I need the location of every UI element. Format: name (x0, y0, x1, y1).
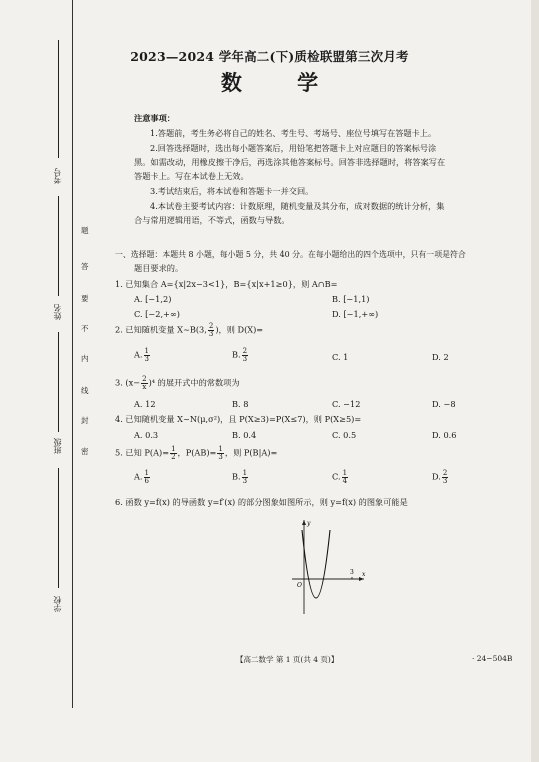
school-blank (58, 468, 59, 588)
q2-option-d: D. 2 (432, 352, 449, 362)
q5-option-d: D. $\frac{2}{3}$ (432, 469, 448, 485)
question-5-stem: 5. 已知 P(A)= $\frac{1}{2}$ ，P(AB)= $\frac{1}{3}$ ，则 P(B|A)= (115, 445, 278, 461)
q3-stem-fraction: $\frac{2}{x}$ (142, 375, 147, 391)
seal-char: 线 (81, 386, 89, 395)
y-axis-label: y (307, 520, 311, 527)
notice-line: 1.答题前，考生务必将自己的姓名、考生号、考场号、座位号填写在答题卡上。 (150, 128, 437, 138)
q2-option-a: A. $\frac{1}{3}$ (134, 347, 149, 363)
q3-option-c: C. −12 (332, 399, 361, 409)
seal-char: 题 (81, 226, 89, 235)
q1-option-b: B. [−1,1) (332, 294, 370, 304)
page-footer: 【高二数学 第 1 页(共 4 页)】 (236, 655, 339, 664)
notice-line: 黑。如需改动，用橡皮擦干净后，再选涂其他答案标号。回答非选择题时，将答案写在 (134, 157, 446, 167)
x-axis-label: x (362, 571, 366, 578)
name-label: 姓名 (53, 304, 62, 320)
q2-stem-fraction: $\frac{2}{3}$ (208, 322, 214, 338)
q3-option-b: B. 8 (232, 399, 249, 409)
seal-char: 密 (81, 447, 89, 456)
section-title-cont: 题目要求的。 (134, 263, 184, 273)
question-4-stem: 4. 已知随机变量 X~N(μ,σ²)，且 P(X≥3)=P(X≤7)，则 P(X≥5)= (115, 414, 362, 424)
q5-option-b: B. $\frac{1}{3}$ (232, 469, 248, 485)
q4-option-c: C. 0.5 (332, 430, 357, 440)
q2-option-c: C. 1 (332, 352, 349, 362)
name-blank (58, 196, 59, 296)
q5-option-c: C. $\frac{1}{4}$ (332, 469, 348, 485)
binding-line (72, 0, 73, 708)
class-label: 班级 (53, 438, 62, 454)
notice-line: 答题卡上。写在本试卷上无效。 (134, 171, 249, 181)
notice-line: 合与常用逻辑用语，不等式，函数与导数。 (134, 215, 290, 225)
q5-option-a: A. $\frac{1}{6}$ (134, 469, 149, 485)
y-axis-arrow (302, 520, 306, 525)
scan-edge (531, 0, 539, 762)
q3-option-a: A. 12 (134, 399, 156, 409)
section-title: 一、选择题：本题共 8 小题，每小题 5 分，共 40 分。在每小题给出的四个选项中，只有一项是符合 (115, 250, 466, 259)
q4-option-b: B. 0.4 (232, 430, 257, 440)
question-6-stem: 6. 函数 y=f(x) 的导函数 y=f′(x) 的部分图象如图所示，则 y=f(x) 的图象可能是 (115, 497, 408, 507)
tick-label: 3 (350, 569, 354, 576)
notice-line: 2.回答选择题时，选出每小题答案后，用铅笔把答题卡上对应题目的答案标号涂 (150, 143, 437, 153)
q1-option-c: C. [−2,+∞) (134, 309, 180, 319)
school-label: 学校 (53, 596, 62, 612)
q4-option-a: A. 0.3 (134, 430, 159, 440)
origin-label: O (297, 582, 302, 589)
f-prime-curve (302, 530, 330, 598)
notice-heading: 注意事项： (134, 113, 175, 123)
seal-char: 封 (81, 416, 89, 425)
seal-char: 不 (81, 324, 89, 333)
q2-stem-pre: 2. 已知随机变量 X~B(3, (115, 324, 207, 335)
question-2-stem (115, 323, 263, 338)
q2-stem-post: )，则 D(X)= (215, 324, 264, 335)
question-3-stem: 3. (x− $\frac{2}{x}$ )⁴ 的展开式中的常数项为 (115, 375, 240, 391)
q1-option-d: D. [−1,+∞) (332, 309, 379, 319)
q1-option-a: A. [−1,2) (134, 294, 172, 304)
notice-line: 3.考试结束后，将本试卷和答题卡一并交回。 (150, 186, 314, 196)
class-blank (58, 332, 59, 432)
q4-option-d: D. 0.6 (432, 430, 457, 440)
derivative-graph (288, 516, 368, 616)
notice-line: 4.本试卷主要考试内容：计数原理，随机变量及其分布，成对数据的统计分析，集 (150, 201, 445, 211)
question-1-stem: 1. 已知集合 A={x|2x−3<1}，B={x|x+1≥0}，则 A∩B= (115, 279, 338, 289)
subject-title: 数 学 (220, 70, 343, 95)
exam-code: · 24−504B (472, 654, 513, 663)
seal-char: 内 (81, 354, 89, 363)
seal-char: 答 (81, 262, 89, 271)
exam-no-label: 考号 (53, 168, 62, 184)
exam-title: 2023—2024 学年高二(下)质检联盟第三次月考 (130, 49, 409, 64)
seal-char: 要 (81, 294, 89, 303)
q3-option-d: D. −8 (432, 399, 456, 409)
q2-option-b: B. $\frac{2}{3}$ (232, 347, 248, 363)
